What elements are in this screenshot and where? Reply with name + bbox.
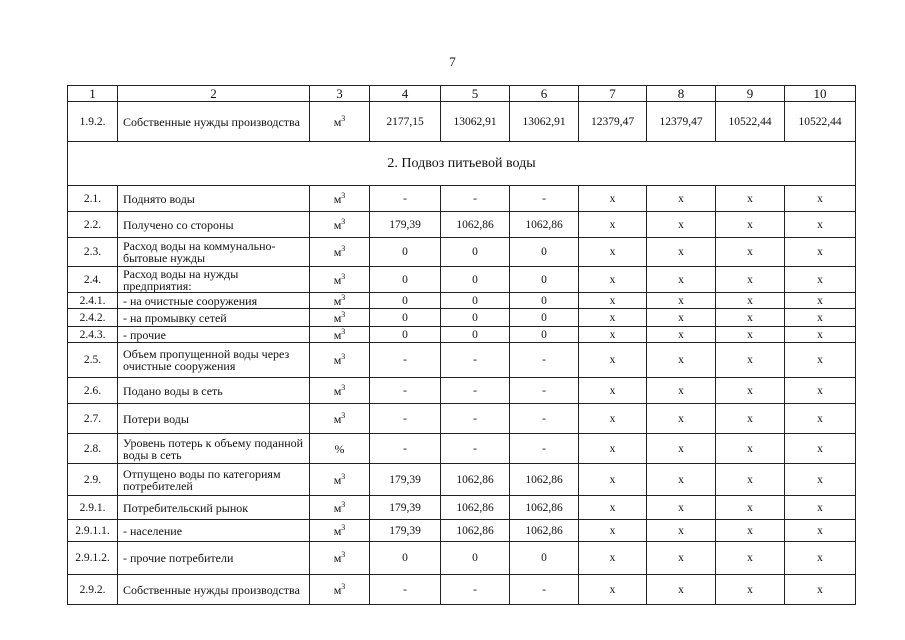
unit-power: 3 [341, 271, 346, 281]
value-cell: 1062,86 [510, 496, 579, 520]
unit-base: м [333, 472, 342, 487]
row-code: 2.8. [68, 434, 118, 464]
value-cell: 1062,86 [510, 464, 579, 496]
unit-base: м [333, 523, 342, 538]
value-cell: x [647, 343, 716, 378]
unit-base: м [333, 217, 342, 232]
value-cell: 1062,86 [441, 520, 510, 542]
table-row [68, 520, 856, 542]
value-cell: x [579, 267, 647, 293]
value-cell: 0 [510, 238, 579, 267]
value-cell: - [441, 575, 510, 605]
row-name: Расход воды на нужды предприятия: [118, 267, 310, 293]
unit-base: м [333, 353, 342, 367]
value-cell: x [716, 238, 785, 267]
table-row [68, 186, 856, 212]
value-cell: x [785, 378, 856, 404]
value-cell: x [716, 464, 785, 496]
value-cell: x [579, 404, 647, 434]
table-row [68, 343, 856, 378]
value-cell: - [370, 575, 441, 605]
value-cell: x [579, 238, 647, 267]
value-cell: x [647, 309, 716, 327]
row-name: Получено со стороны [118, 212, 310, 238]
row-name: - прочие потребители [118, 542, 310, 575]
value-cell: 0 [441, 293, 510, 309]
unit-base: м [333, 293, 342, 308]
value-cell: x [785, 464, 856, 496]
water-balance-table [67, 85, 856, 605]
unit-base: м [333, 582, 342, 597]
value-cell: x [579, 343, 647, 378]
row-code: 2.4.1. [68, 293, 118, 309]
value-cell: x [716, 267, 785, 293]
value-cell: 0 [441, 267, 510, 293]
value-cell: x [716, 293, 785, 309]
value-cell: - [510, 378, 579, 404]
value-cell: - [370, 434, 441, 464]
row-code: 1.9.2. [68, 102, 118, 142]
row-unit [310, 378, 370, 404]
value-cell: x [716, 309, 785, 327]
value-cell: x [579, 520, 647, 542]
row-code: 2.4.2. [68, 309, 118, 327]
row-code: 2.9.2. [68, 575, 118, 605]
value-cell: x [785, 575, 856, 605]
value-cell: x [579, 309, 647, 327]
unit-power: 3 [341, 190, 346, 200]
value-cell: - [441, 378, 510, 404]
column-header: 10 [785, 86, 856, 102]
row-name: Подано воды в сеть [118, 378, 310, 404]
value-cell: 0 [510, 327, 579, 343]
value-cell: x [579, 542, 647, 575]
row-unit [310, 496, 370, 520]
value-cell: 12379,47 [579, 102, 647, 142]
table-row [68, 102, 856, 142]
section-row [68, 142, 856, 186]
row-unit [310, 404, 370, 434]
row-name: Поднято воды [118, 186, 310, 212]
value-cell: x [647, 212, 716, 238]
value-cell: 12379,47 [647, 102, 716, 142]
value-cell: 13062,91 [441, 102, 510, 142]
table-row [68, 327, 856, 343]
value-cell: x [785, 343, 856, 378]
column-header: 8 [647, 86, 716, 102]
unit-base: м [333, 191, 342, 206]
row-unit [310, 267, 370, 293]
row-code: 2.7. [68, 404, 118, 434]
value-cell: x [647, 238, 716, 267]
value-cell: x [579, 293, 647, 309]
table-row [68, 267, 856, 293]
value-cell: x [716, 186, 785, 212]
row-unit [310, 102, 370, 142]
row-code: 2.9.1. [68, 496, 118, 520]
value-cell: x [785, 496, 856, 520]
unit-power: 3 [341, 471, 346, 481]
value-cell: 0 [370, 327, 441, 343]
table-row [68, 212, 856, 238]
value-cell: x [579, 327, 647, 343]
value-cell: - [370, 343, 441, 378]
value-cell: x [716, 343, 785, 378]
row-unit [310, 575, 370, 605]
value-cell: x [579, 496, 647, 520]
value-cell: x [647, 464, 716, 496]
row-unit [310, 542, 370, 575]
unit-power: 3 [341, 550, 346, 559]
table-row [68, 575, 856, 605]
table-row [68, 542, 856, 575]
value-cell: 1062,86 [441, 212, 510, 238]
row-code: 2.9.1.2. [68, 542, 118, 575]
row-unit [310, 212, 370, 238]
unit-power: 3 [341, 581, 346, 591]
table-row [68, 496, 856, 520]
unit-base: м [333, 500, 342, 515]
row-name: Уровень потерь к объему поданной воды в сеть [118, 434, 310, 464]
column-header: 9 [716, 86, 785, 102]
row-name: Собственные нужды производства [118, 575, 310, 605]
value-cell: x [785, 542, 856, 575]
unit-power: 3 [341, 292, 346, 302]
unit-base: м [333, 245, 342, 259]
table-row [68, 404, 856, 434]
row-name: - население [118, 520, 310, 542]
value-cell: x [716, 327, 785, 343]
row-name: - на промывку сетей [118, 309, 310, 327]
table-row [68, 309, 856, 327]
value-cell: 0 [441, 309, 510, 327]
value-cell: 0 [510, 309, 579, 327]
value-cell: x [647, 378, 716, 404]
unit-base: м [333, 272, 342, 287]
row-code: 2.4.3. [68, 327, 118, 343]
value-cell: x [647, 575, 716, 605]
value-cell: 179,39 [370, 520, 441, 542]
value-cell: 0 [510, 542, 579, 575]
unit-power: 3 [341, 309, 346, 319]
value-cell: x [716, 404, 785, 434]
table-row [68, 293, 856, 309]
row-name: - прочие [118, 327, 310, 343]
value-cell: x [785, 309, 856, 327]
value-cell: x [647, 496, 716, 520]
row-unit [310, 464, 370, 496]
unit-base: м [333, 114, 342, 129]
row-unit [310, 327, 370, 343]
value-cell: - [441, 434, 510, 464]
column-header: 6 [510, 86, 579, 102]
row-name: Собственные нужды производства [118, 102, 310, 142]
row-code: 2.2. [68, 212, 118, 238]
value-cell: 10522,44 [785, 102, 856, 142]
row-code: 2.9. [68, 464, 118, 496]
value-cell: 13062,91 [510, 102, 579, 142]
value-cell: 1062,86 [441, 464, 510, 496]
value-cell: 10522,44 [716, 102, 785, 142]
value-cell: x [579, 434, 647, 464]
value-cell: x [785, 293, 856, 309]
section-title: 2. Подвоз питьевой воды [68, 142, 856, 186]
value-cell: 1062,86 [510, 520, 579, 542]
table-row [68, 464, 856, 496]
unit-power: 3 [341, 326, 346, 336]
header-row [68, 86, 856, 102]
value-cell: x [647, 267, 716, 293]
unit-power: 3 [341, 113, 346, 123]
unit-power: 3 [341, 410, 346, 420]
value-cell: x [785, 267, 856, 293]
value-cell: x [647, 434, 716, 464]
value-cell: x [716, 378, 785, 404]
value-cell: 0 [370, 293, 441, 309]
row-code: 2.3. [68, 238, 118, 267]
value-cell: x [647, 293, 716, 309]
value-cell: x [579, 378, 647, 404]
table-row [68, 378, 856, 404]
value-cell: 0 [370, 238, 441, 267]
value-cell: 0 [370, 267, 441, 293]
value-cell: 179,39 [370, 464, 441, 496]
row-name: Отпущено воды по категориям потребителей [118, 464, 310, 496]
value-cell: x [785, 327, 856, 343]
value-cell: - [510, 186, 579, 212]
row-name: - на очистные сооружения [118, 293, 310, 309]
row-code: 2.5. [68, 343, 118, 378]
value-cell: x [716, 542, 785, 575]
value-cell: x [647, 327, 716, 343]
value-cell: - [441, 186, 510, 212]
unit-base: м [333, 327, 342, 342]
value-cell: 0 [441, 238, 510, 267]
row-name: Объем пропущенной воды через очистные сооружения [118, 343, 310, 378]
value-cell: 1062,86 [441, 496, 510, 520]
value-cell: x [647, 520, 716, 542]
unit-power: 3 [341, 352, 346, 361]
column-header: 1 [68, 86, 118, 102]
value-cell: x [647, 404, 716, 434]
table-row [68, 434, 856, 464]
value-cell: x [716, 520, 785, 542]
row-unit [310, 238, 370, 267]
column-header: 3 [310, 86, 370, 102]
table-row [68, 238, 856, 267]
unit-power: 3 [341, 382, 346, 392]
value-cell: x [647, 186, 716, 212]
row-unit [310, 309, 370, 327]
unit-base: м [333, 551, 342, 565]
row-unit: % [310, 434, 370, 464]
unit-base: м [333, 411, 342, 426]
unit-power: 3 [341, 499, 346, 509]
unit-power: 3 [341, 244, 346, 253]
value-cell: 0 [441, 327, 510, 343]
column-header: 5 [441, 86, 510, 102]
value-cell: - [441, 343, 510, 378]
row-unit [310, 343, 370, 378]
value-cell: x [647, 542, 716, 575]
value-cell: - [510, 404, 579, 434]
value-cell: x [785, 520, 856, 542]
value-cell: x [716, 496, 785, 520]
value-cell: 0 [510, 293, 579, 309]
value-cell: 1062,86 [510, 212, 579, 238]
value-cell: 179,39 [370, 212, 441, 238]
row-name: Расход воды на коммунально-бытовые нужды [118, 238, 310, 267]
value-cell: x [579, 575, 647, 605]
column-header: 7 [579, 86, 647, 102]
row-code: 2.1. [68, 186, 118, 212]
unit-base: м [333, 310, 342, 325]
value-cell: x [785, 186, 856, 212]
row-unit [310, 186, 370, 212]
row-code: 2.4. [68, 267, 118, 293]
row-name: Потребительский рынок [118, 496, 310, 520]
value-cell: - [370, 378, 441, 404]
row-code: 2.9.1.1. [68, 520, 118, 542]
value-cell: 179,39 [370, 496, 441, 520]
value-cell: 0 [370, 309, 441, 327]
value-cell: x [785, 434, 856, 464]
value-cell: x [579, 464, 647, 496]
row-name: Потери воды [118, 404, 310, 434]
value-cell: 0 [510, 267, 579, 293]
value-cell: x [579, 186, 647, 212]
value-cell: - [510, 343, 579, 378]
value-cell: - [441, 404, 510, 434]
unit-base: м [333, 383, 342, 398]
value-cell: x [716, 212, 785, 238]
value-cell: - [370, 186, 441, 212]
row-unit [310, 520, 370, 542]
value-cell: x [785, 212, 856, 238]
row-unit [310, 293, 370, 309]
value-cell: x [716, 575, 785, 605]
value-cell: 2177,15 [370, 102, 441, 142]
column-header: 2 [118, 86, 310, 102]
page-number: 7 [449, 54, 456, 69]
value-cell: - [510, 434, 579, 464]
value-cell: - [510, 575, 579, 605]
unit-power: 3 [341, 522, 346, 532]
value-cell: - [370, 404, 441, 434]
value-cell: x [579, 212, 647, 238]
value-cell: x [785, 404, 856, 434]
value-cell: 0 [441, 542, 510, 575]
column-header: 4 [370, 86, 441, 102]
row-code: 2.6. [68, 378, 118, 404]
value-cell: 0 [370, 542, 441, 575]
value-cell: x [785, 238, 856, 267]
value-cell: x [716, 434, 785, 464]
unit-power: 3 [341, 216, 346, 226]
